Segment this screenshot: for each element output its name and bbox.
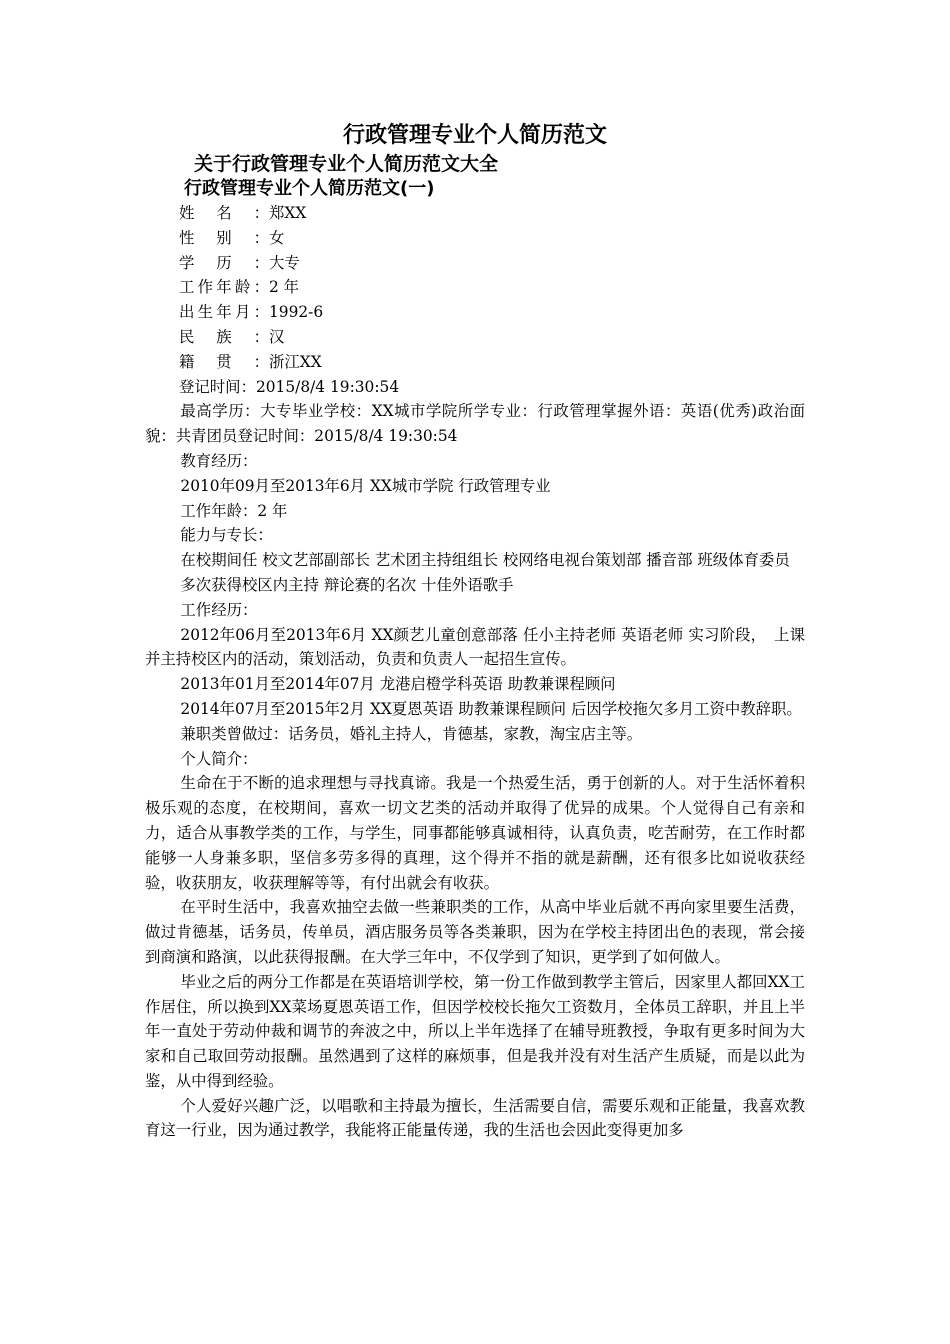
- field-label: 学历：: [179, 253, 269, 272]
- field-registered-time: [145, 375, 805, 400]
- paragraph-profile-3: 毕业之后的两分工作都是在英语培训学校，第一份工作做到教学主管后，因家里人都回XX工作居住，所以换到XX菜场夏恩英语工作，但因学校校长拖欠工资数月，全体员工辞职，并且上半年一直处于劳动仲裁和调节的奔波之中，所以上半年选择了在辅导班教授，争取有更多时间为大家和自己取回劳动报酬。虽然遇到了这样的麻烦事，但是我并没有对生活产生质疑，而是以此为鉴，从中得到经验。: [145, 972, 805, 1090]
- field-native-place: [145, 350, 805, 375]
- paragraph-profile-2: 在平时生活中，我喜欢抽空去做一些兼职类的工作，从高中毕业后就不再向家里要生活费，做过肯德基，话务员，传单员，酒店服务员等各类兼职，因为在学校主持团出色的表现，常会接到商演和路演，以此获得报酬。在大学三年中，不仅学到了知识，更学到了如何做人。: [145, 898, 805, 966]
- field-gender: [145, 226, 805, 251]
- section-title: 行政管理专业个人简历范文(一): [184, 178, 435, 199]
- field-ethnicity: [145, 325, 805, 350]
- field-label: 姓名：: [179, 204, 269, 222]
- resume-body: [145, 201, 805, 1143]
- field-value: 大专: [269, 253, 300, 272]
- document-subtitle: 关于行政管理专业个人简历范文大全: [194, 153, 499, 175]
- paragraph-awards: 多次获得校区内主持 辩论赛的名次 十佳外语歌手: [180, 575, 514, 594]
- paragraph-job-1: 2012年06月至2013年6月 XX颜艺儿童创意部落 任小主持老师 英语老师 实习阶段， 上课并主持校区内的活动，策划活动，负责和负责人一起招生宣传。: [145, 625, 805, 669]
- field-label: 性别：: [179, 228, 269, 247]
- paragraph-school-roles: 在校期间任 校文艺部副部长 艺术团主持组组长 校网络电视台策划部 播音部 班级体育委员: [180, 551, 790, 570]
- field-label: 籍贯：: [179, 352, 269, 371]
- field-value: 郑XX: [269, 204, 307, 222]
- field-value: 2015/8/4 19:30:54: [255, 377, 400, 396]
- paragraph-work-years: 工作年龄：2 年: [180, 501, 288, 520]
- field-value: 汉: [269, 327, 285, 346]
- paragraph-job-3: 2014年07月至2015年2月 XX夏恩英语 助教兼课程顾问 后因学校拖欠多月工资中教辞职。: [180, 699, 802, 718]
- paragraph-profile-1: 生命在于不断的追求理想与寻找真谛。我是一个热爱生活，勇于创新的人。对于生活怀着积极乐观的态度，在校期间，喜欢一切文艺类的活动并取得了优异的成果。个人觉得自己有亲和力，适合从事教学类的工作，与学生，同事都能够真诚相待，认真负责，吃苦耐劳，在工作时都能够一人身兼多职，坚信多劳多得的真理，这个得并不指的就是薪酬，还有很多比如说收获经验，收获朋友，收获理解等等，有付出就会有收获。: [145, 774, 805, 892]
- heading-profile: 个人简介：: [180, 749, 258, 768]
- heading-skills: 能力与专长：: [180, 526, 273, 545]
- heading-education: 教育经历：: [180, 451, 258, 470]
- field-value: 1992-6: [269, 303, 324, 322]
- field-value: 2 年: [269, 278, 300, 297]
- paragraph-profile-4: 个人爱好兴趣广泛，以唱歌和主持最为擅长，生活需要自信，需要乐观和正能量，我喜欢教育这一行业，因为通过教学，我能将正能量传递，我的生活也会因此变得更加多: [145, 1096, 805, 1140]
- field-birth: [145, 300, 805, 325]
- field-value: 浙江XX: [269, 352, 322, 371]
- heading-work-experience: 工作经历：: [180, 600, 258, 619]
- paragraph-education-entry: 2010年09月至2013年6月 XX城市学院 行政管理专业: [180, 476, 551, 495]
- paragraph-job-2: 2013年01月至2014年07月 龙港启橙学科英语 助教兼课程顾问: [180, 675, 616, 694]
- field-label: 民族：: [179, 327, 269, 346]
- field-label: 登记时间：: [179, 377, 256, 396]
- paragraph-highest-education: 最高学历：大专毕业学校：XX城市学院所学专业：行政管理掌握外语：英语(优秀)政治面貌：共青团员登记时间：2015/8/4 19:30:54: [145, 402, 805, 446]
- field-label: 工作年龄：: [179, 278, 269, 297]
- field-label: 出生年月：: [179, 303, 269, 322]
- field-education: [145, 251, 805, 276]
- field-name: [145, 201, 805, 226]
- document-title: 行政管理专业个人简历范文: [342, 123, 607, 148]
- paragraph-part-time: 兼职类曾做过：话务员，婚礼主持人，肯德基，家教，淘宝店主等。: [180, 724, 643, 743]
- field-value: 女: [269, 228, 285, 247]
- field-work-years: [145, 275, 805, 300]
